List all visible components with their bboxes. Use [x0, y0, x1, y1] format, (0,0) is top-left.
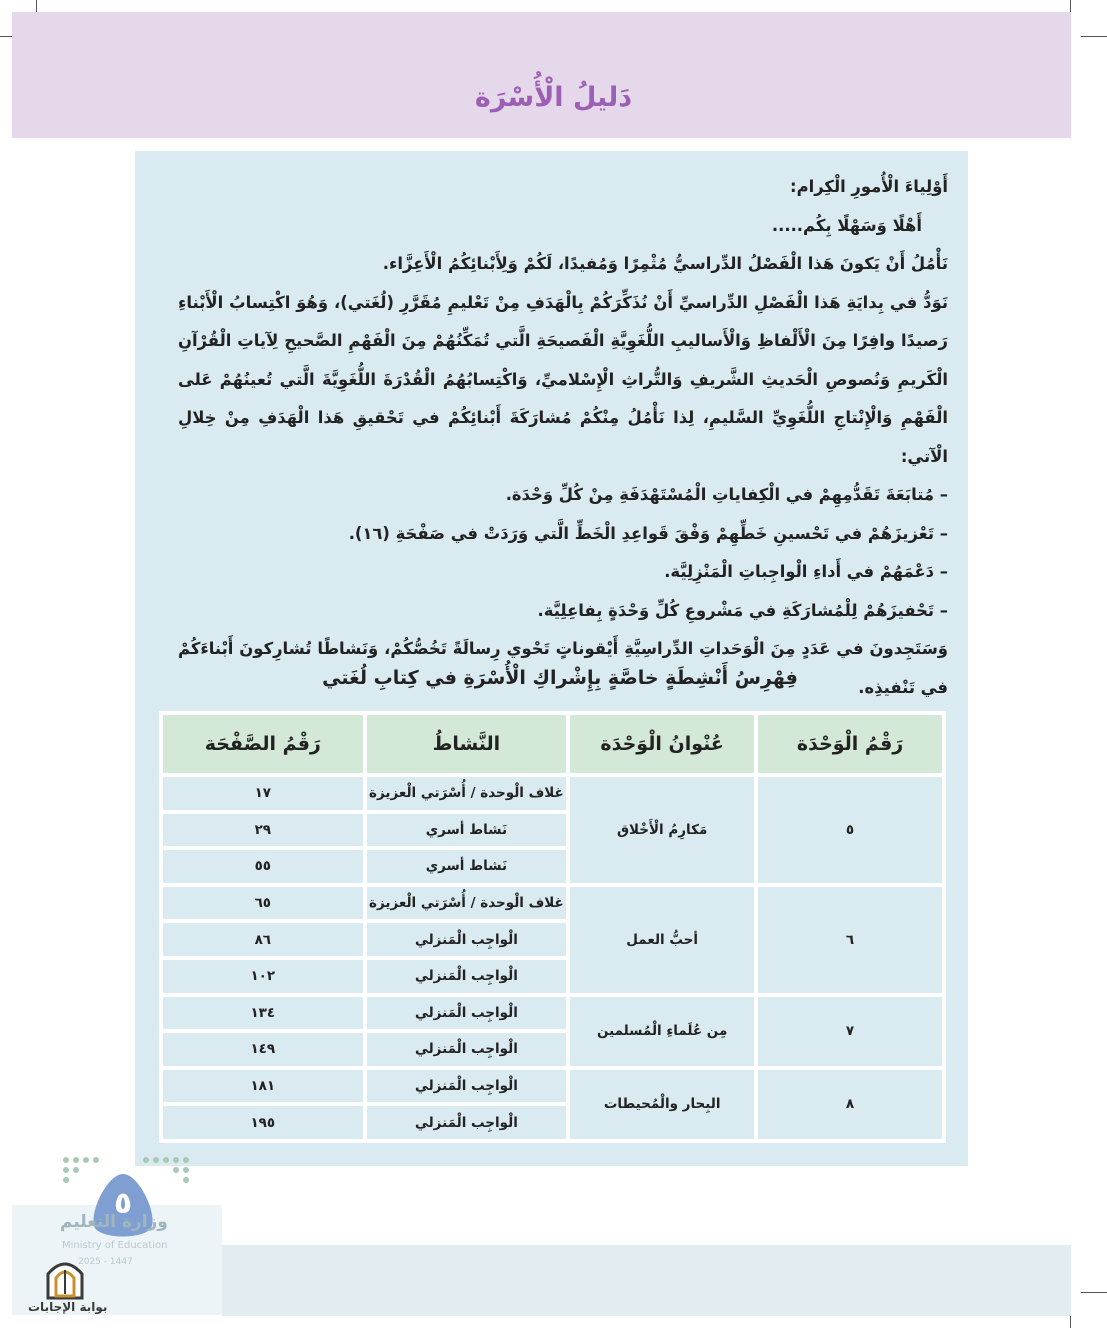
- activity-cell: الْواجِب الْمَنزلي: [365, 1068, 569, 1105]
- activity-cell: الْواجِب الْمَنزلي: [365, 958, 569, 995]
- page-number-cell: ٨٦: [161, 921, 365, 958]
- table-row: [161, 995, 944, 1032]
- page-number-cell: ١٧: [161, 775, 365, 812]
- header-unit-title: عُنْوانُ الْوَحْدَة: [568, 713, 756, 775]
- page-number-cell: ١٠٢: [161, 958, 365, 995]
- family-letter: [178, 168, 948, 707]
- footer-band: [222, 1245, 1071, 1316]
- table-row: [161, 775, 944, 812]
- header-unit-number: رَقْمُ الْوَحْدَة: [756, 713, 944, 775]
- page-number-cell: ١٨١: [161, 1068, 365, 1105]
- unit-title-cell: أحبُّ العمل: [568, 885, 756, 995]
- header-band: [12, 12, 1071, 138]
- activity-cell: الْواجِب الْمَنزلي: [365, 921, 569, 958]
- header-activity: النَّشاطُ: [365, 713, 569, 775]
- letter-welcome: أَهْلًا وَسَهْلًا بِكُم.....: [771, 215, 922, 235]
- brand-label: بوابة الإجابات: [28, 1300, 108, 1314]
- activities-index-table: [159, 711, 946, 1143]
- unit-number-cell: ٦: [756, 885, 944, 995]
- ministry-name-ar: وزارة التعليم: [60, 1212, 168, 1232]
- page-number-cell: ١٣٤: [161, 995, 365, 1032]
- page-title: دَليلُ الْأُسْرَة: [474, 82, 633, 113]
- page-number-cell: ٦٥: [161, 885, 365, 922]
- activity-cell: الْواجِب الْمَنزلي: [365, 1031, 569, 1068]
- letter-paragraph-1: نَأْمُلُ أَنْ يَكونَ هَذا الْفَصْلُ الدِّراسيُّ مُثْمِرًا وَمُفيدًا، لَكُمْ وَلِأَبْنائِكُمُ الْأَعِزَّاء.: [382, 254, 948, 273]
- activity-cell: غلاف الْوحدة / أُسْرَتي الْعزيزة: [365, 885, 569, 922]
- page-number-cell: ٥٥: [161, 848, 365, 885]
- brand-logo-icon: [44, 1256, 86, 1300]
- letter-paragraph-2: نَوَدُّ في بِدايَةِ هَذا الْفَصْلِ الدِّراسيِّ أَنْ نُذَكِّرَكُمْ بِالْهَدَفِ مِنْ تَعْليمِ مُقَرَّرِ (لُغَتي)، وَهُوَ اكْتِسابُ الْأَبْناءِ رَصيدًا وافِرًا مِنَ الْأَلْفاظِ وَالْأَساليبِ اللُّغَوِيَّةِ الْفَصيحَةِ الَّتي تُمَكِّنُهُمْ مِنَ الْفَهْمِ الصَّحيحِ لِآياتِ الْقُرْآنِ الْكَريمِ وَنُصوصِ الْحَديثِ الشَّريفِ وَالتُّراثِ الْإِسْلاميِّ، وَاكْتِسابُهُمُ الْقُدْرَةَ اللُّغَوِيَّةَ الَّتي تُعينُهُمْ عَلى الْفَهْمِ وَالْإِنْتاجِ اللُّغَوِيِّ السَّليمِ، لِذا نَأْمُلُ مِنْكُمْ مُشارَكَةَ أَبْنائِكُمْ في تَحْقيقِ هَذا الْهَدَفِ مِنْ خِلالِ الْآتي:: [178, 292, 948, 466]
- ministry-year: 2025 - 1447: [78, 1257, 133, 1267]
- unit-title-cell: البِحار والْمُحيطات: [568, 1068, 756, 1141]
- page-number: ٥: [113, 1186, 133, 1221]
- letter-greeting: أَوْلِياءَ الْأُمورِ الْكِرام:: [790, 177, 948, 196]
- page-number-cell: ١٩٥: [161, 1104, 365, 1141]
- letter-item: – دَعْمَهُمْ في أَداءِ الْواجِباتِ الْمَنْزِلِيَّة.: [664, 562, 948, 581]
- letter-item: – تَحْفيزَهُمْ لِلْمُشارَكَةِ في مَشْروعِ كُلِّ وَحْدَةٍ بِفاعِلِيَّة.: [537, 600, 948, 620]
- ministry-name-en: Ministry of Education: [62, 1240, 168, 1251]
- table-row: [161, 1068, 944, 1105]
- table-row: [161, 885, 944, 922]
- activity-cell: الْواجِب الْمَنزلي: [365, 995, 569, 1032]
- unit-number-cell: ٨: [756, 1068, 944, 1141]
- letter-item: – مُتابَعَةَ تَقَدُّمِهِمْ في الْكِفاياتِ الْمُسْتَهْدَفَةِ مِنْ كُلِّ وَحْدَة.: [505, 485, 948, 504]
- activity-cell: الْواجِب الْمَنزلي: [365, 1104, 569, 1141]
- header-page-number: رَقْمُ الصَّفْحَة: [161, 713, 365, 775]
- crop-mark: [1081, 1292, 1107, 1293]
- unit-title-cell: مِن عُلَماءِ الْمُسلمين: [568, 995, 756, 1068]
- page-number-cell: ٢٩: [161, 812, 365, 849]
- table-header-row: [161, 713, 944, 775]
- crop-mark: [1081, 36, 1107, 37]
- letter-item: – تَعْزيزَهُمْ في تَحْسينِ خَطِّهِمْ وَفْقَ قَواعِدِ الْخَطِّ الَّتي وَرَدَتْ في صَفْحَةِ (١٦).: [348, 523, 948, 543]
- activity-cell: غلاف الْوحدة / أُسْرَتي الْعزيزة: [365, 775, 569, 812]
- unit-title-cell: مَكارِمُ الْأَخْلاق: [568, 775, 756, 885]
- activity-cell: نَشاط أسري: [365, 848, 569, 885]
- activity-cell: نَشاط أسري: [365, 812, 569, 849]
- unit-number-cell: ٥: [756, 775, 944, 885]
- index-title: فِهْرِسُ أَنْشِطَةٍ خاصَّةٍ بِإِشْراكِ الْأُسْرَةِ في كِتابِ لُغَتي: [322, 667, 798, 689]
- letter-paragraph-3: وَسَتَجِدونَ في عَدَدٍ مِنَ الْوَحَداتِ الدِّراسِيَّةِ أَيْقوناتٍ تَحْوي رِسالَةً تَخُصُّكُمْ، وَنَشاطًا تُشارِكونَ أَبْناءَكُمْ في تَنْفيذِه.: [178, 639, 948, 697]
- unit-number-cell: ٧: [756, 995, 944, 1068]
- page-number-cell: ١٤٩: [161, 1031, 365, 1068]
